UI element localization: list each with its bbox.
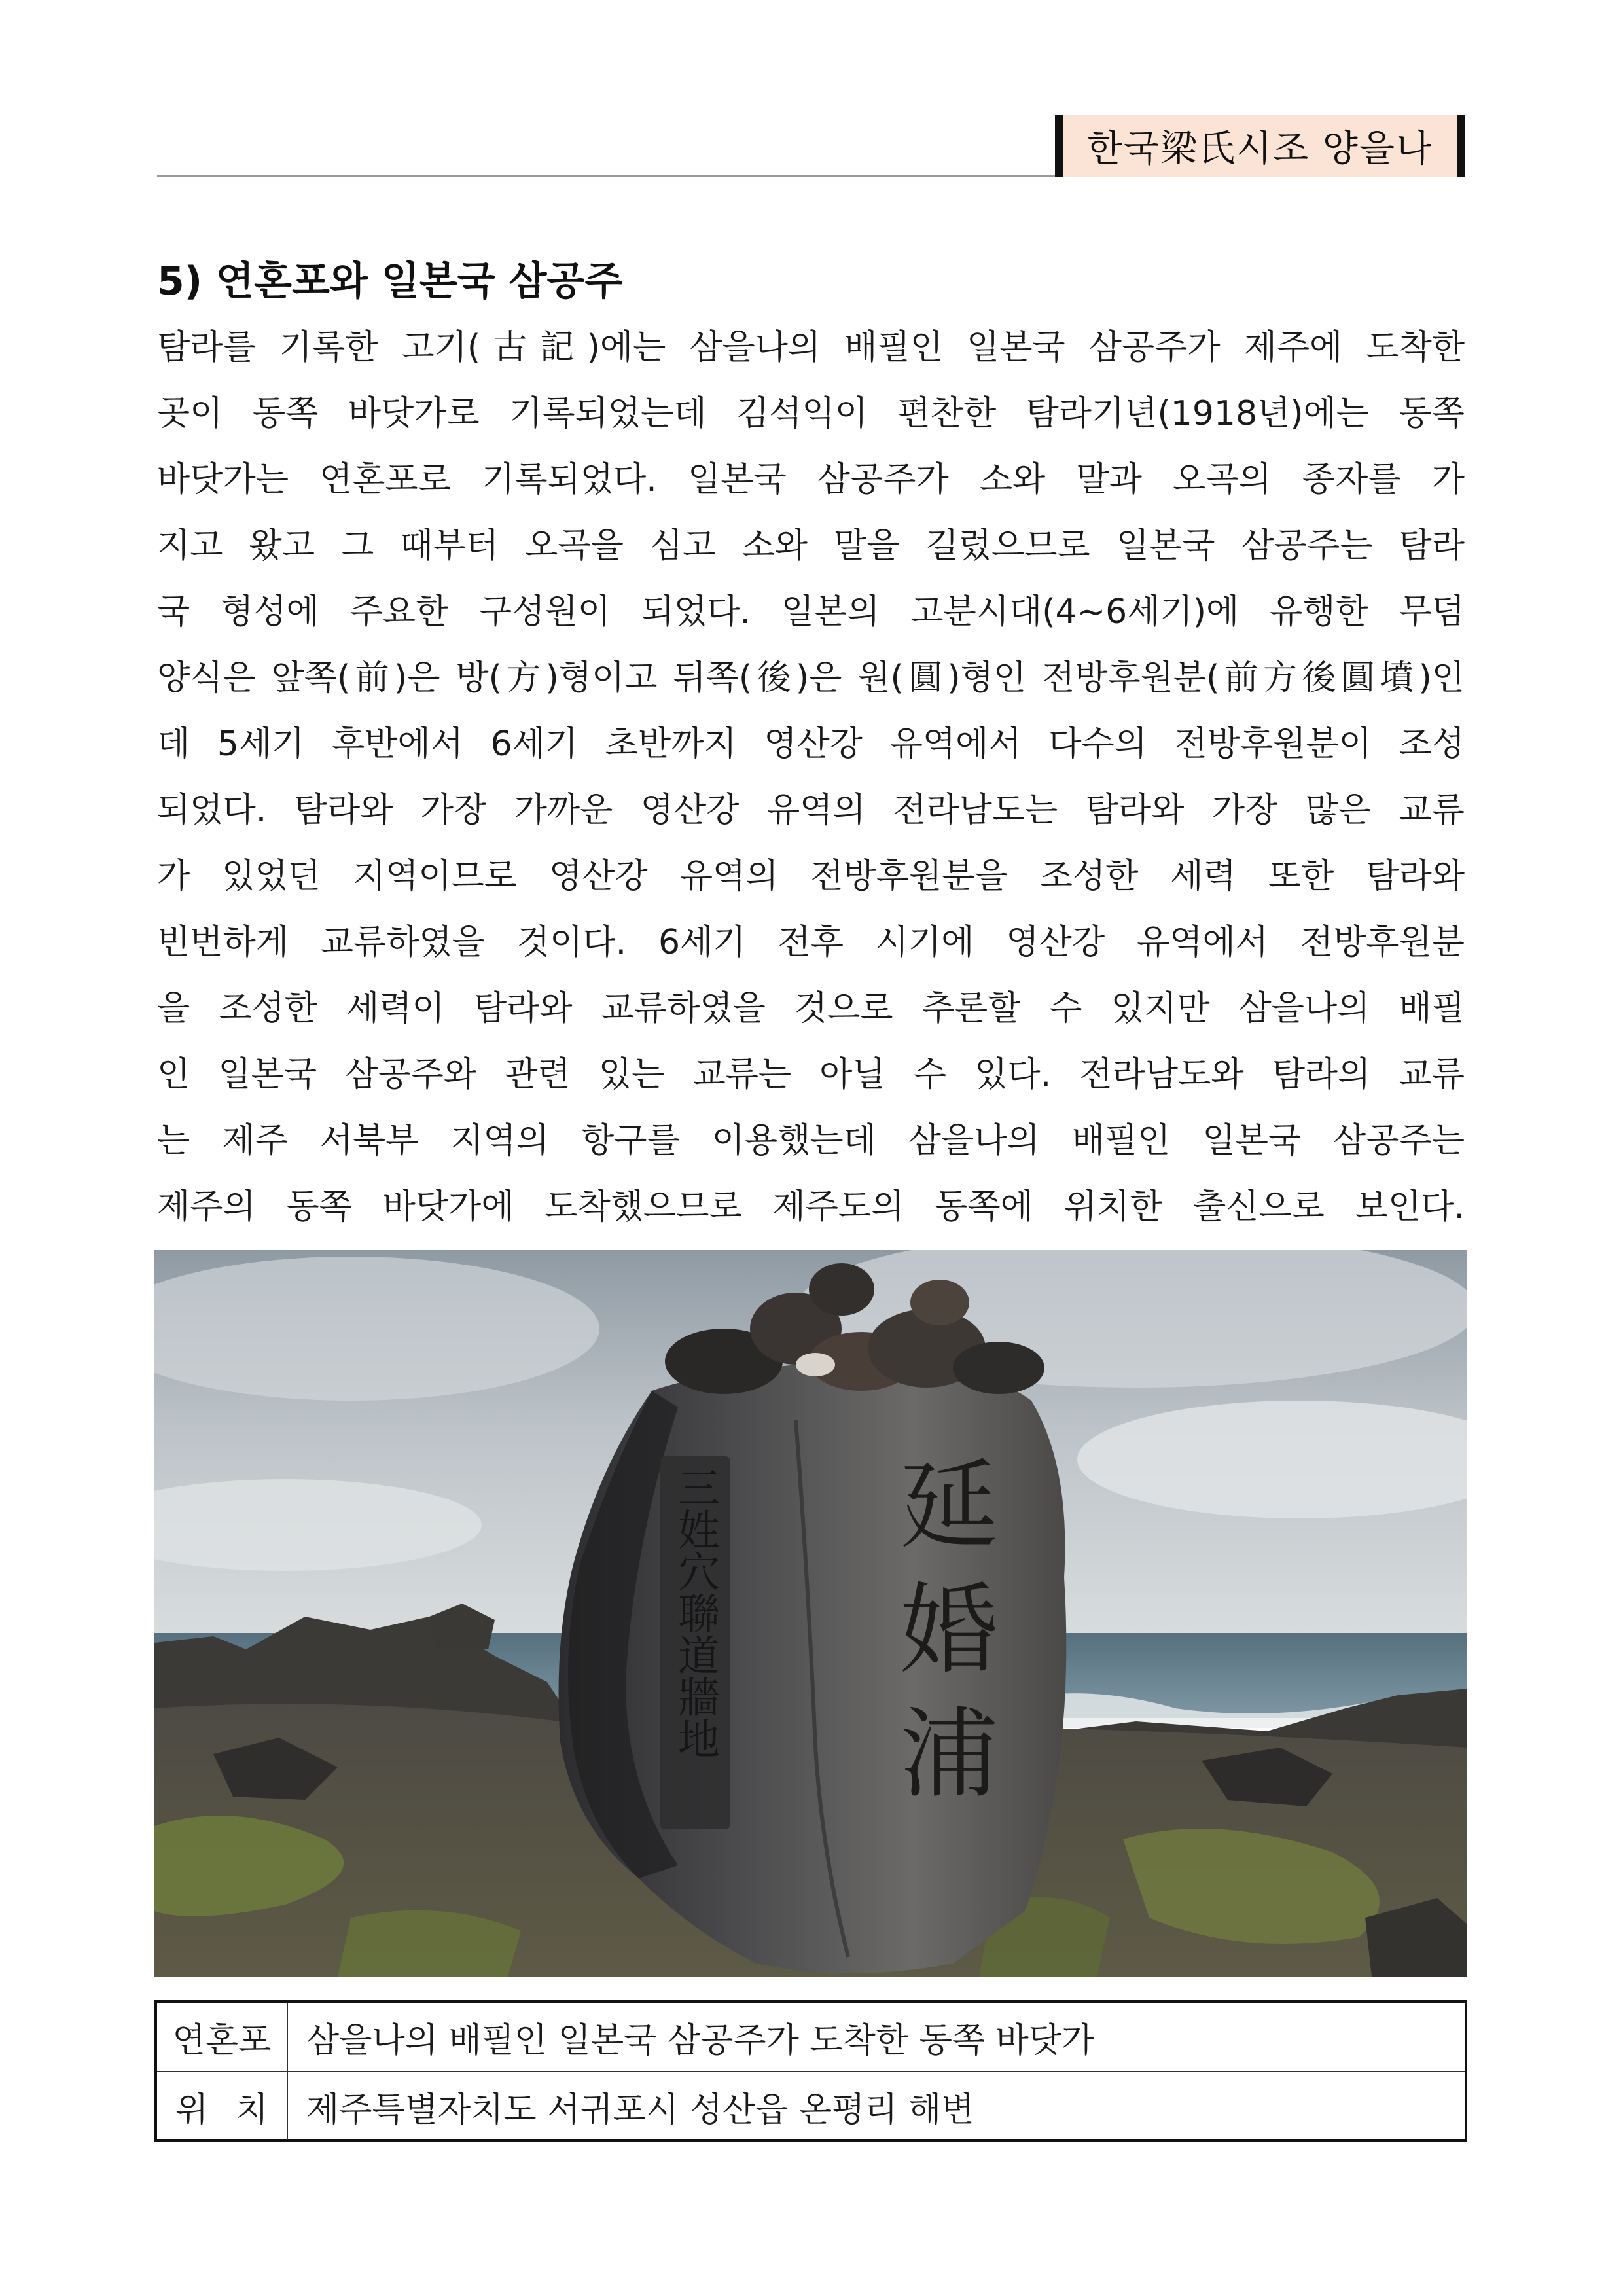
right-inscription: 延婚浦	[883, 1453, 997, 1826]
paragraph-line: 국 형성에 주요한 구성원이 되었다. 일본의 고분시대(4~6세기)에 유행한 무덤	[157, 592, 1465, 632]
paragraph-line: 는 제주 서북부 지역의 항구를 이용했는데 삼을나의 배필인 일본국 삼공주는	[157, 1121, 1465, 1160]
paragraph-line: 제주의 동쪽 바닷가에 도착했으므로 제주도의 동쪽에 위치한 출신으로 보인다.	[157, 1187, 1465, 1227]
rock-pile	[796, 1353, 835, 1376]
caption-table	[154, 2000, 1467, 2142]
caption-label-name: 연혼포	[157, 2003, 288, 2071]
rock-pile	[953, 1342, 1044, 1394]
caption-value-name: 삼을나의 배필인 일본국 삼공주가 도착한 동쪽 바닷가	[306, 2020, 1095, 2060]
paragraph-line: 탐라를 기록한 고기(古記)에는 삼을나의 배필인 일본국 삼공주가 제주에 도착한	[157, 328, 1465, 367]
monument-photo	[154, 1250, 1467, 1977]
caption-label-location-a: 위	[175, 2090, 209, 2130]
paragraph-line: 인 일본국 삼공주와 관련 있는 교류는 아닐 수 있다. 전라남도와 탐라의 교류	[157, 1055, 1465, 1094]
running-header-text: 한국梁氏시조 양을나	[1086, 128, 1433, 170]
caption-label-location-b: 치	[235, 2090, 268, 2130]
paragraph-line: 되었다. 탐라와 가장 가까운 영산강 유역의 전라남도는 탐라와 가장 많은 교류	[157, 791, 1465, 830]
caption-row-name	[157, 2003, 1465, 2072]
caption-row-location	[157, 2072, 1465, 2140]
paragraph-line: 곳이 동쪽 바닷가로 기록되었는데 김석익이 편찬한 탐라기년(1918년)에는 동쪽	[157, 394, 1465, 433]
paragraph-line: 지고 왔고 그 때부터 오곡을 심고 소와 말을 길렀으므로 일본국 삼공주는 탐라	[157, 526, 1465, 565]
paragraph-line: 바닷가는 연혼포로 기록되었다. 일본국 삼공주가 소와 말과 오곡의 종자를 가	[157, 460, 1465, 499]
left-inscription: 三姓穴聯道牆地	[671, 1466, 719, 1759]
paragraph-line: 빈번하게 교류하였을 것이다. 6세기 전후 시기에 영산강 유역에서 전방후원분	[157, 923, 1465, 962]
body-paragraph	[157, 318, 1465, 1244]
paragraph-line: 양식은 앞쪽(前)은 방(方)형이고 뒤쪽(後)은 원(圓)형인 전방후원분(前方後圓墳)인	[157, 658, 1465, 698]
paragraph-line: 을 조성한 세력이 탐라와 교류하였을 것으로 추론할 수 있지만 삼을나의 배필	[157, 989, 1465, 1028]
section-title: 5) 연혼포와 일본국 삼공주	[157, 259, 623, 304]
caption-label-location	[157, 2072, 288, 2140]
paragraph-line: 데 5세기 후반에서 6세기 초반까지 영산강 유역에서 다수의 전방후원분이 조성	[157, 725, 1465, 764]
rock-pile	[910, 1280, 969, 1325]
running-header	[1055, 115, 1465, 177]
rock-pile	[809, 1263, 874, 1316]
caption-value-location: 제주특별자치도 서귀포시 성산읍 온평리 해변	[306, 2090, 974, 2130]
paragraph-line: 가 있었던 지역이므로 영산강 유역의 전방후원분을 조성한 세력 또한 탐라와	[157, 857, 1465, 896]
